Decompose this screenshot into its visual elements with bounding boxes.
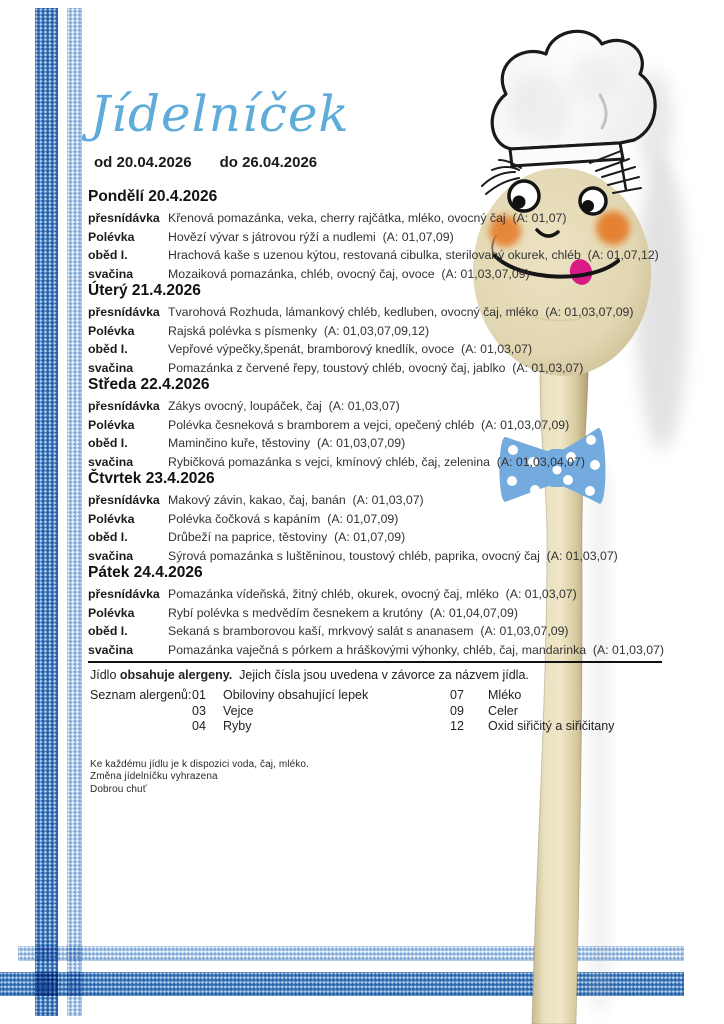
meal-label: oběd I.: [88, 248, 128, 262]
meal-text: Rajská polévka s písmenky (A: 01,03,07,09,12): [168, 323, 430, 338]
meal-label: oběd I.: [88, 624, 128, 638]
allergy-note: [90, 667, 698, 683]
meal-label: Polévka: [88, 511, 135, 526]
allergen-code: 09: [450, 703, 464, 718]
allergen-name: Vejce: [223, 703, 254, 718]
meal-text: Makový závin, kakao, čaj, banán (A: 01,03,07): [168, 493, 424, 507]
menu-row: [88, 528, 698, 547]
menu-row: [88, 622, 698, 641]
footer-line: Změna jídelníčku vyhrazena: [90, 771, 218, 783]
meal-label: svačina: [88, 454, 134, 469]
allergen-column-left: [192, 688, 450, 735]
menu-row: [88, 340, 698, 359]
footer-line: Ke každému jídlu je k dispozici voda, čaj, mléko.: [90, 758, 309, 770]
ribbon-vertical-dark: [35, 8, 58, 1016]
footer-notes: [90, 759, 698, 797]
date-from: od 20.04.2026: [94, 154, 192, 171]
allergen-name: Obiloviny obsahující lepek: [223, 688, 369, 702]
menu-row: [88, 322, 698, 341]
meal-text: Sýrová pomazánka s luštěninou, toustový chléb, paprika, ovocný čaj (A: 01,03,07): [168, 548, 618, 563]
meal-label: oběd I.: [88, 530, 128, 544]
menu-row: [88, 453, 698, 472]
meal-text: Hovězí vývar s játrovou rýží a nudlemi (A: 01,07,09): [168, 229, 454, 244]
menu-row: [88, 228, 698, 247]
meal-label: Polévka: [88, 417, 135, 432]
allergen-item: [192, 719, 450, 735]
allergy-note-lead: Jídlo: [90, 668, 120, 682]
meal-text: Polévka čočková s kapáním (A: 01,07,09): [168, 511, 399, 526]
allergen-item: [192, 688, 450, 704]
menu-row: [88, 397, 698, 416]
allergen-name: Ryby: [223, 719, 252, 733]
allergen-code: 04: [192, 719, 206, 733]
meal-text: Rybičková pomazánka s vejci, kmínový chléb, čaj, zelenina (A: 01,03,04,07): [168, 454, 585, 469]
meal-text: Zákys ovocný, loupáček, čaj (A: 01,03,07): [168, 399, 400, 413]
day-heading: Čtvrtek 23.4.2026: [88, 470, 215, 487]
allergy-note-rest: Jejich čísla jsou uvedena v závorce za názvem jídla.: [232, 668, 529, 682]
day-list: [88, 189, 698, 659]
meal-text: Hrachová kaše s uzenou kýtou, restovaná cibulka, sterilovaný okurek, chléb (A: 01,07,12): [168, 248, 659, 262]
day-section-monday: [88, 189, 698, 283]
menu-row: [88, 641, 698, 660]
meal-text: Rybí polévka s medvědím česnekem a krutóny (A: 01,04,07,09): [168, 605, 518, 620]
allergen-item: [192, 704, 450, 720]
day-heading: Středa 22.4.2026: [88, 376, 210, 393]
menu-row: [88, 491, 698, 510]
day-heading: Pondělí 20.4.2026: [88, 188, 218, 205]
meal-label: Polévka: [88, 323, 135, 338]
meal-label: přesnídávka: [88, 587, 160, 601]
day-section-thursday: [88, 471, 698, 565]
day-section-friday: [88, 565, 698, 659]
menu-row: [88, 585, 698, 604]
meal-label: svačina: [88, 266, 134, 281]
day-section-tuesday: [88, 283, 698, 377]
allergen-name: Oxid siřičitý a siřičitany: [488, 719, 615, 733]
allergen-code: 03: [192, 703, 206, 718]
day-section-wednesday: [88, 377, 698, 471]
menu-row: [88, 434, 698, 453]
allergy-note-bold: obsahuje alergeny.: [119, 668, 233, 682]
allergen-name: Mléko: [488, 688, 522, 702]
meal-label: přesnídávka: [88, 493, 160, 507]
meal-label: přesnídávka: [88, 211, 160, 225]
meal-label: svačina: [88, 548, 134, 563]
page-title: Jídelníček: [90, 85, 350, 143]
menu-row: [88, 510, 698, 529]
date-range: [94, 154, 698, 171]
menu-row: [88, 359, 698, 378]
meal-label: Polévka: [88, 605, 135, 620]
meal-label: Polévka: [88, 229, 135, 244]
meal-label: oběd I.: [88, 342, 128, 356]
meal-label: svačina: [88, 642, 134, 657]
meal-text: Maminčino kuře, těstoviny (A: 01,03,07,09): [168, 436, 406, 450]
menu-row: [88, 246, 698, 265]
separator-line: [88, 661, 662, 663]
allergen-list: [90, 688, 698, 735]
date-to: do 26.04.2026: [219, 154, 318, 171]
menu-row: [88, 209, 698, 228]
meal-label: oběd I.: [88, 436, 128, 450]
allergen-column-right: [450, 688, 614, 735]
meal-text: Pomazánka z červené řepy, toustový chléb, ovocný čaj, jablko (A: 01,03,07): [168, 360, 584, 375]
ribbon-vertical-light: [67, 8, 82, 1016]
meal-text: Sekaná s bramborovou kaší, mrkvový salát s ananasem (A: 01,03,07,09): [168, 624, 569, 638]
menu-row: [88, 604, 698, 623]
allergen-name: Celer: [488, 703, 518, 718]
meal-text: Polévka česneková s bramborem a vejci, opečený chléb (A: 01,03,07,09): [168, 417, 570, 432]
meal-text: Pomazánka vaječná s pórkem a hráškovými výhonky, chléb, čaj, mandarinka (A: 01,03,07): [168, 642, 664, 657]
day-heading: Úterý 21.4.2026: [88, 282, 201, 299]
meal-text: Tvarohová Rozhuda, lámankový chléb, kedluben, ovocný čaj, mléko (A: 01,03,07,09): [168, 305, 634, 319]
menu-row: [88, 303, 698, 322]
meal-text: Mozaiková pomazánka, chléb, ovocný čaj, ovoce (A: 01,03,07,09): [168, 266, 530, 281]
meal-text: Vepřové výpečky,špenát, bramborový knedlík, ovoce (A: 01,03,07): [168, 342, 533, 356]
menu-content: [88, 0, 698, 796]
allergen-code: 07: [450, 688, 464, 702]
day-heading: Pátek 24.4.2026: [88, 564, 203, 581]
meal-text: Drůbeží na paprice, těstoviny (A: 01,07,09): [168, 530, 406, 544]
meal-text: Křenová pomazánka, veka, cherry rajčátka, mléko, ovocný čaj (A: 01,07): [168, 211, 567, 225]
allergen-code: 01: [192, 688, 206, 702]
meal-label: svačina: [88, 360, 134, 375]
meal-label: přesnídávka: [88, 305, 160, 319]
meal-label: přesnídávka: [88, 399, 160, 413]
menu-row: [88, 416, 698, 435]
footer-line: Dobrou chuť: [90, 783, 147, 795]
allergen-item: [450, 704, 614, 720]
meal-text: Pomazánka vídeňská, žitný chléb, okurek, ovocný čaj, mléko (A: 01,03,07): [168, 587, 577, 601]
menu-row: [88, 265, 698, 284]
allergen-item: [450, 719, 614, 735]
allergen-item: [450, 688, 614, 704]
allergen-code: 12: [450, 719, 464, 733]
menu-row: [88, 547, 698, 566]
allergen-list-label: Seznam alergenů:: [90, 688, 192, 702]
